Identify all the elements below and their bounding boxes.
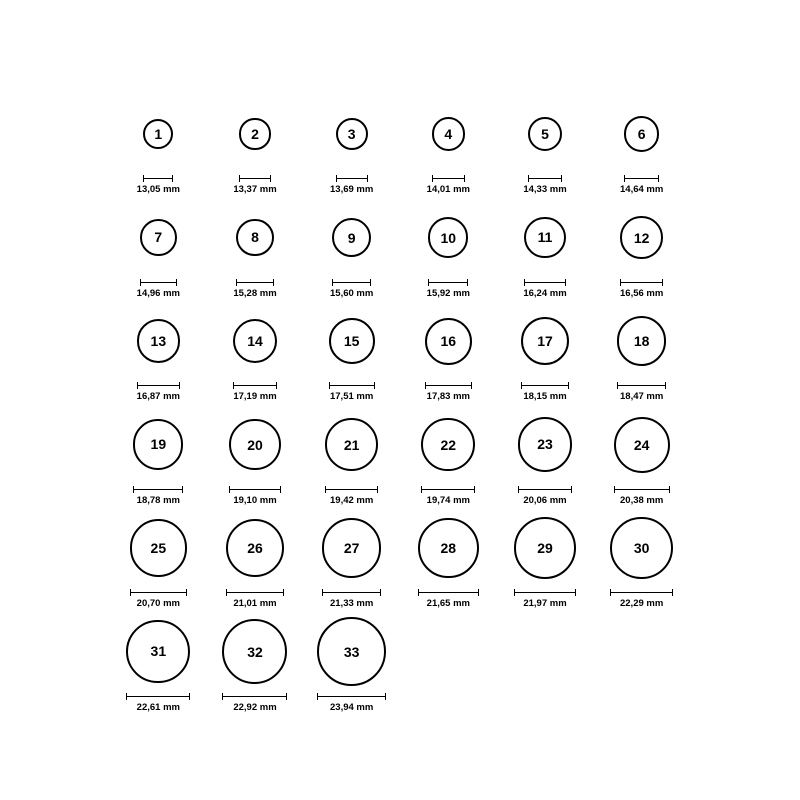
ring-circle-wrap (208, 95, 302, 173)
ring-size-number: 23 (537, 436, 553, 453)
ring-size-cell[interactable] (498, 406, 592, 506)
ring-size-cell[interactable] (305, 509, 399, 609)
caliper-icon (226, 589, 284, 596)
ring-measurement (222, 693, 287, 713)
ring-circle-wrap (111, 509, 205, 587)
ring-circle-wrap (111, 613, 205, 691)
ring-circle-wrap (401, 509, 495, 587)
ring-diameter-label: 18,15 mm (523, 391, 567, 402)
caliper-icon (137, 382, 181, 389)
ring-circle (329, 318, 375, 364)
ring-measurement (329, 382, 375, 402)
ring-size-cell[interactable] (498, 199, 592, 299)
ring-diameter-label: 17,83 mm (426, 391, 470, 402)
ring-circle (518, 417, 573, 472)
ring-circle (336, 118, 368, 150)
ring-measurement (325, 486, 378, 506)
ring-circle (421, 418, 475, 472)
ring-circle-wrap (208, 613, 302, 691)
ring-circle (425, 318, 472, 365)
ring-measurement (226, 589, 284, 609)
ring-diameter-label: 14,01 mm (426, 184, 470, 195)
ring-size-number: 15 (343, 332, 360, 349)
ring-size-number: 22 (440, 436, 457, 453)
ring-size-cell[interactable] (305, 406, 399, 506)
ring-circle-wrap (498, 406, 592, 484)
caliper-icon (233, 382, 278, 389)
caliper-icon (322, 589, 381, 596)
ring-circle (521, 317, 569, 365)
ring-circle (143, 119, 173, 149)
ring-size-cell[interactable] (498, 509, 592, 609)
ring-measurement (233, 175, 276, 195)
caliper-icon (432, 175, 465, 182)
ring-size-cell[interactable] (111, 509, 205, 609)
ring-circle-wrap (111, 302, 205, 380)
ring-size-number: 17 (537, 333, 553, 349)
ring-circle-wrap (401, 302, 495, 380)
ring-measurement (421, 486, 475, 506)
ring-size-cell[interactable] (208, 199, 302, 299)
ring-size-cell[interactable] (595, 95, 689, 195)
ring-size-number: 1 (154, 126, 163, 142)
ring-diameter-label: 21,01 mm (233, 598, 277, 609)
ring-circle-wrap (401, 199, 495, 277)
ring-measurement (229, 486, 281, 506)
ring-measurement (137, 279, 180, 299)
ring-measurement (137, 382, 181, 402)
caliper-icon (143, 175, 173, 182)
ring-diameter-label: 20,70 mm (136, 598, 180, 609)
ring-measurement (233, 382, 278, 402)
caliper-icon (425, 382, 472, 389)
ring-diameter-label: 17,19 mm (233, 391, 277, 402)
caliper-icon (140, 279, 177, 286)
ring-measurement (130, 589, 187, 609)
ring-measurement (322, 589, 381, 609)
ring-measurement (126, 693, 190, 713)
ring-size-number: 11 (537, 229, 553, 246)
ring-circle-wrap (305, 509, 399, 587)
ring-size-cell[interactable] (208, 509, 302, 609)
caliper-icon (624, 175, 660, 182)
ring-measurement (133, 486, 183, 506)
ring-circle-wrap (595, 199, 689, 277)
ring-measurement (418, 589, 479, 609)
ring-size-number: 33 (343, 643, 360, 660)
ring-diameter-label: 13,05 mm (136, 184, 180, 195)
ring-circle (126, 620, 190, 684)
ring-size-number: 8 (251, 229, 259, 246)
ring-circle (418, 518, 479, 579)
ring-size-number: 10 (440, 229, 457, 246)
ring-size-cell[interactable] (498, 95, 592, 195)
ring-size-cell[interactable] (595, 199, 689, 299)
ring-diameter-label: 15,60 mm (330, 287, 374, 299)
ring-measurement (620, 175, 663, 195)
ring-measurement (614, 486, 670, 506)
caliper-icon (428, 279, 468, 286)
ring-diameter-label: 16,24 mm (523, 287, 567, 299)
ring-circle (524, 217, 565, 258)
ring-measurement (617, 382, 666, 402)
ring-size-grid (110, 95, 690, 712)
ring-diameter-label: 13,69 mm (330, 184, 374, 195)
ring-circle (325, 418, 378, 471)
ring-size-cell[interactable] (305, 302, 399, 402)
ring-circle (610, 517, 673, 580)
ring-size-cell[interactable] (401, 95, 495, 195)
ring-size-cell[interactable] (208, 613, 302, 713)
ring-diameter-label: 14,96 mm (136, 287, 180, 299)
ring-diameter-label: 14,64 mm (620, 184, 664, 195)
ring-size-number: 19 (150, 436, 167, 453)
ring-size-number: 4 (444, 125, 453, 142)
caliper-icon (524, 279, 565, 286)
ring-circle (226, 519, 284, 577)
ring-measurement (610, 589, 673, 609)
caliper-icon (518, 486, 573, 493)
caliper-icon (239, 175, 270, 182)
ring-circle-wrap (111, 406, 205, 484)
caliper-icon (236, 279, 274, 286)
ring-circle-wrap (595, 406, 689, 484)
ring-size-cell[interactable] (595, 509, 689, 609)
ring-size-number: 29 (537, 540, 553, 556)
ring-diameter-label: 16,56 mm (620, 287, 664, 299)
ring-circle (236, 219, 274, 257)
ring-diameter-label: 21,97 mm (523, 598, 567, 609)
caliper-icon (229, 486, 281, 493)
caliper-icon (610, 589, 673, 596)
caliper-icon (617, 382, 666, 389)
ring-circle-wrap (401, 95, 495, 173)
ring-diameter-label: 21,33 mm (329, 598, 374, 609)
ring-circle (140, 219, 177, 256)
ring-measurement (425, 382, 472, 402)
ring-circle (620, 216, 663, 259)
ring-size-number: 27 (343, 539, 360, 556)
caliper-icon (126, 693, 190, 700)
caliper-icon (133, 486, 183, 493)
ring-circle (229, 419, 281, 471)
ring-circle (432, 117, 465, 150)
ring-size-number: 18 (633, 333, 650, 349)
ring-measurement (317, 693, 386, 713)
ring-size-cell[interactable] (111, 406, 205, 506)
ring-circle-wrap (595, 509, 689, 587)
ring-size-cell[interactable] (305, 95, 399, 195)
caliper-icon (421, 486, 475, 493)
ring-size-cell[interactable] (111, 199, 205, 299)
ring-circle (222, 619, 287, 684)
ring-size-number: 28 (440, 540, 457, 556)
ring-circle (239, 118, 270, 149)
ring-diameter-label: 21,65 mm (426, 598, 470, 609)
ring-diameter-label: 15,28 mm (233, 287, 277, 299)
ring-diameter-label: 18,47 mm (620, 391, 664, 402)
ring-size-cell[interactable] (498, 302, 592, 402)
caliper-icon (130, 589, 187, 596)
ring-size-cell[interactable] (208, 406, 302, 506)
caliper-icon (336, 175, 368, 182)
ring-measurement (620, 279, 663, 299)
ring-size-number: 12 (633, 229, 650, 246)
caliper-icon (329, 382, 375, 389)
ring-measurement (518, 486, 573, 506)
caliper-icon (620, 279, 663, 286)
ring-size-number: 9 (347, 229, 356, 246)
ring-measurement (427, 175, 470, 195)
ring-circle-wrap (208, 509, 302, 587)
ring-circle-wrap (498, 95, 592, 173)
ring-diameter-label: 20,38 mm (620, 494, 664, 506)
ring-size-cell[interactable] (111, 302, 205, 402)
ring-circle-wrap (208, 199, 302, 277)
ring-circle-wrap (498, 509, 592, 587)
ring-size-number: 13 (150, 333, 167, 349)
caliper-icon (418, 589, 479, 596)
ring-circle-wrap (498, 199, 592, 277)
ring-diameter-label: 16,87 mm (136, 391, 180, 402)
caliper-icon (332, 279, 371, 286)
ring-diameter-label: 13,37 mm (233, 184, 277, 195)
ring-circle (133, 419, 183, 469)
caliper-icon (528, 175, 563, 182)
ring-size-cell[interactable] (401, 406, 495, 506)
ring-size-cell[interactable] (208, 95, 302, 195)
ring-circle (614, 417, 670, 473)
ring-circle-wrap (305, 95, 399, 173)
ring-size-number: 6 (637, 126, 646, 142)
ring-measurement (427, 279, 470, 299)
ring-size-cell[interactable] (595, 302, 689, 402)
ring-diameter-label: 15,92 mm (426, 287, 470, 299)
ring-size-cell[interactable] (111, 95, 205, 195)
ring-size-number: 20 (247, 436, 263, 453)
ring-circle (528, 117, 563, 152)
ring-circle-wrap (401, 406, 495, 484)
ring-size-cell[interactable] (401, 509, 495, 609)
ring-size-cell[interactable] (401, 199, 495, 299)
ring-circle-wrap (208, 406, 302, 484)
ring-measurement (523, 175, 566, 195)
ring-circle-wrap (595, 95, 689, 173)
ring-size-number: 7 (154, 229, 163, 246)
ring-diameter-label: 19,10 mm (233, 494, 277, 506)
ring-circle (233, 319, 278, 364)
caliper-icon (514, 589, 576, 596)
ring-size-number: 2 (251, 126, 259, 142)
caliper-icon (317, 693, 386, 700)
ring-size-number: 14 (247, 333, 263, 349)
ring-circle (322, 518, 381, 577)
ring-size-cell[interactable] (305, 613, 399, 713)
ring-circle (332, 218, 371, 257)
ring-size-number: 21 (343, 436, 360, 453)
ring-circle (624, 116, 660, 152)
caliper-icon (614, 486, 670, 493)
ring-circle (514, 517, 576, 579)
ring-diameter-label: 19,42 mm (330, 494, 374, 506)
ring-size-number: 32 (247, 643, 263, 660)
ring-circle-wrap (305, 613, 399, 691)
ring-circle-wrap (305, 406, 399, 484)
ring-size-cell[interactable] (208, 302, 302, 402)
ring-circle-wrap (305, 199, 399, 277)
ring-diameter-label: 22,29 mm (619, 598, 664, 609)
ring-circle (317, 617, 386, 686)
ring-size-cell[interactable] (305, 199, 399, 299)
ring-circle-wrap (111, 199, 205, 277)
ring-diameter-label: 14,33 mm (523, 184, 567, 195)
ring-measurement (330, 175, 373, 195)
ring-circle (617, 316, 666, 365)
ring-measurement (137, 175, 180, 195)
ring-diameter-label: 17,51 mm (329, 391, 374, 402)
ring-diameter-label: 23,94 mm (330, 701, 374, 713)
ring-diameter-label: 22,61 mm (136, 701, 180, 713)
ring-size-cell[interactable] (595, 406, 689, 506)
ring-circle (130, 519, 187, 576)
ring-measurement (330, 279, 373, 299)
ring-diameter-label: 19,74 mm (426, 494, 470, 506)
ring-diameter-label: 18,78 mm (136, 494, 180, 506)
ring-circle-wrap (305, 302, 399, 380)
ring-size-number: 26 (247, 539, 263, 556)
ring-circle-wrap (498, 302, 592, 380)
ring-circle-wrap (208, 302, 302, 380)
ring-circle-wrap (595, 302, 689, 380)
ring-size-number: 25 (150, 540, 167, 556)
ring-diameter-label: 22,92 mm (233, 701, 277, 713)
caliper-icon (222, 693, 287, 700)
ring-size-number: 16 (440, 333, 457, 349)
ring-size-cell[interactable] (111, 613, 205, 713)
ring-size-number: 3 (347, 125, 356, 142)
caliper-icon (325, 486, 378, 493)
ring-circle-wrap (111, 95, 205, 173)
ring-measurement (514, 589, 576, 609)
ring-size-number: 24 (633, 436, 650, 453)
ring-size-cell[interactable] (401, 302, 495, 402)
ring-size-number: 31 (150, 643, 167, 660)
ring-circle (428, 217, 468, 257)
ring-circle (137, 319, 181, 363)
ring-size-number: 5 (541, 126, 549, 142)
caliper-icon (521, 382, 569, 389)
ring-measurement (233, 279, 276, 299)
ring-measurement (521, 382, 569, 402)
ring-diameter-label: 20,06 mm (523, 494, 567, 506)
ring-size-number: 30 (633, 539, 650, 556)
ring-measurement (523, 279, 566, 299)
